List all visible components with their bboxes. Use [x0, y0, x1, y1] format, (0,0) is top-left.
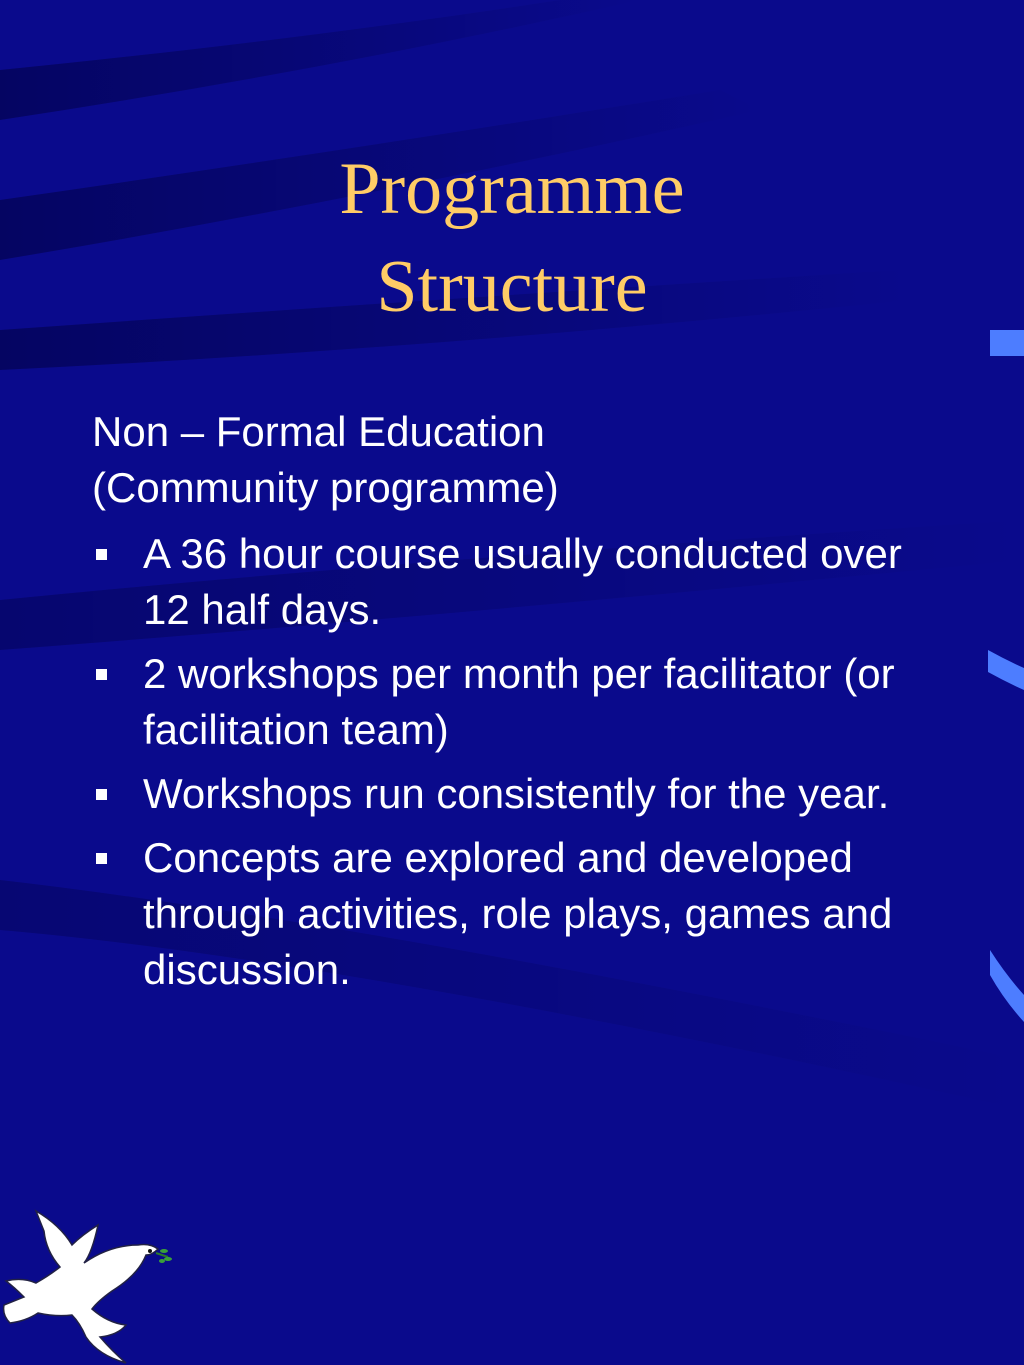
- bullet-list: [92, 526, 932, 998]
- square-bullet-icon: [96, 853, 107, 864]
- bullet-text: 2 workshops per month per facilitator (or facilitation team): [143, 650, 895, 753]
- bullet-item: [92, 646, 932, 758]
- slide-body: [92, 404, 932, 1006]
- bullet-text: Workshops run consistently for the year.: [143, 770, 890, 817]
- square-bullet-icon: [96, 549, 107, 560]
- bullet-text: Concepts are explored and developed through activities, role plays, games and discussion.: [143, 834, 893, 993]
- title-line-1: Programme: [339, 148, 685, 230]
- bullet-item: [92, 830, 932, 998]
- title-line-2: Structure: [376, 246, 648, 328]
- bullet-item: [92, 526, 932, 638]
- bullet-text: A 36 hour course usually conducted over 12 half days.: [143, 530, 902, 633]
- section-heading-line-2: (Community programme): [92, 464, 559, 511]
- dove-with-olive-branch-icon: [0, 1205, 190, 1365]
- bullet-item: [92, 766, 932, 822]
- section-heading: [92, 404, 932, 516]
- square-bullet-icon: [96, 669, 107, 680]
- section-heading-line-1: Non – Formal Education: [92, 408, 545, 455]
- square-bullet-icon: [96, 789, 107, 800]
- slide-title: [0, 140, 1024, 336]
